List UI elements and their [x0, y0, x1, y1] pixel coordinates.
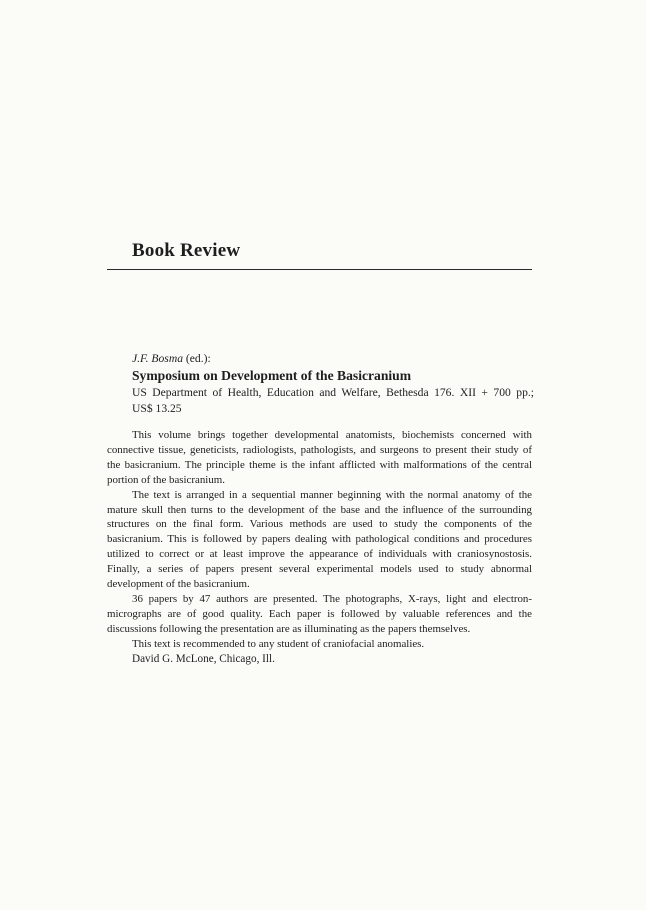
editor-name: J.F. Bosma — [132, 352, 183, 365]
reviewer-signature: David G. McLone, Chicago, Ill. — [132, 652, 275, 665]
editor-line — [132, 351, 534, 367]
editor-suffix: (ed.): — [183, 352, 211, 365]
publisher-line: US Department of Health, Education and Welfare, Bethesda 176. XII + 700 pp.; — [132, 386, 534, 399]
review-paragraph: 36 papers by 47 authors are presented. The photographs, X-rays, light and electron-micrographs are of good quality. Each paper is followed by valuable references and the discussions following the presentation are as illuminating as the papers themselves. — [107, 592, 532, 635]
section-title: Book Review — [132, 240, 241, 261]
review-body — [107, 428, 532, 667]
title-divider — [107, 269, 532, 270]
review-paragraph: The text is arranged in a sequential manner beginning with the normal anatomy of the mature skull then turns to the development of the base and the influence of the surrounding structures on the final form. Various methods are used to study the components of the basicranium. This is followed by papers dealing with pathological conditions and procedures utilized to correct or at least improve the appearance of individuals with craniosynostosis. Finally, a series of papers present several experimental models used to study abnormal development of the basicranium. — [107, 488, 532, 591]
review-paragraph: This text is recommended to any student of craniofacial anomalies. — [132, 637, 425, 650]
review-paragraph: This volume brings together developmental anatomists, biochemists concerned with connective tissue, geneticists, radiologists, pathologists, and surgeons to present their study of the basicranium. The principle theme is the infant afflicted with malformations of the central portion of the basicranium. — [107, 429, 532, 486]
book-price: US$ 13.25 — [132, 402, 182, 415]
book-citation — [132, 351, 534, 417]
book-title: Symposium on Development of the Basicranium — [132, 368, 412, 383]
